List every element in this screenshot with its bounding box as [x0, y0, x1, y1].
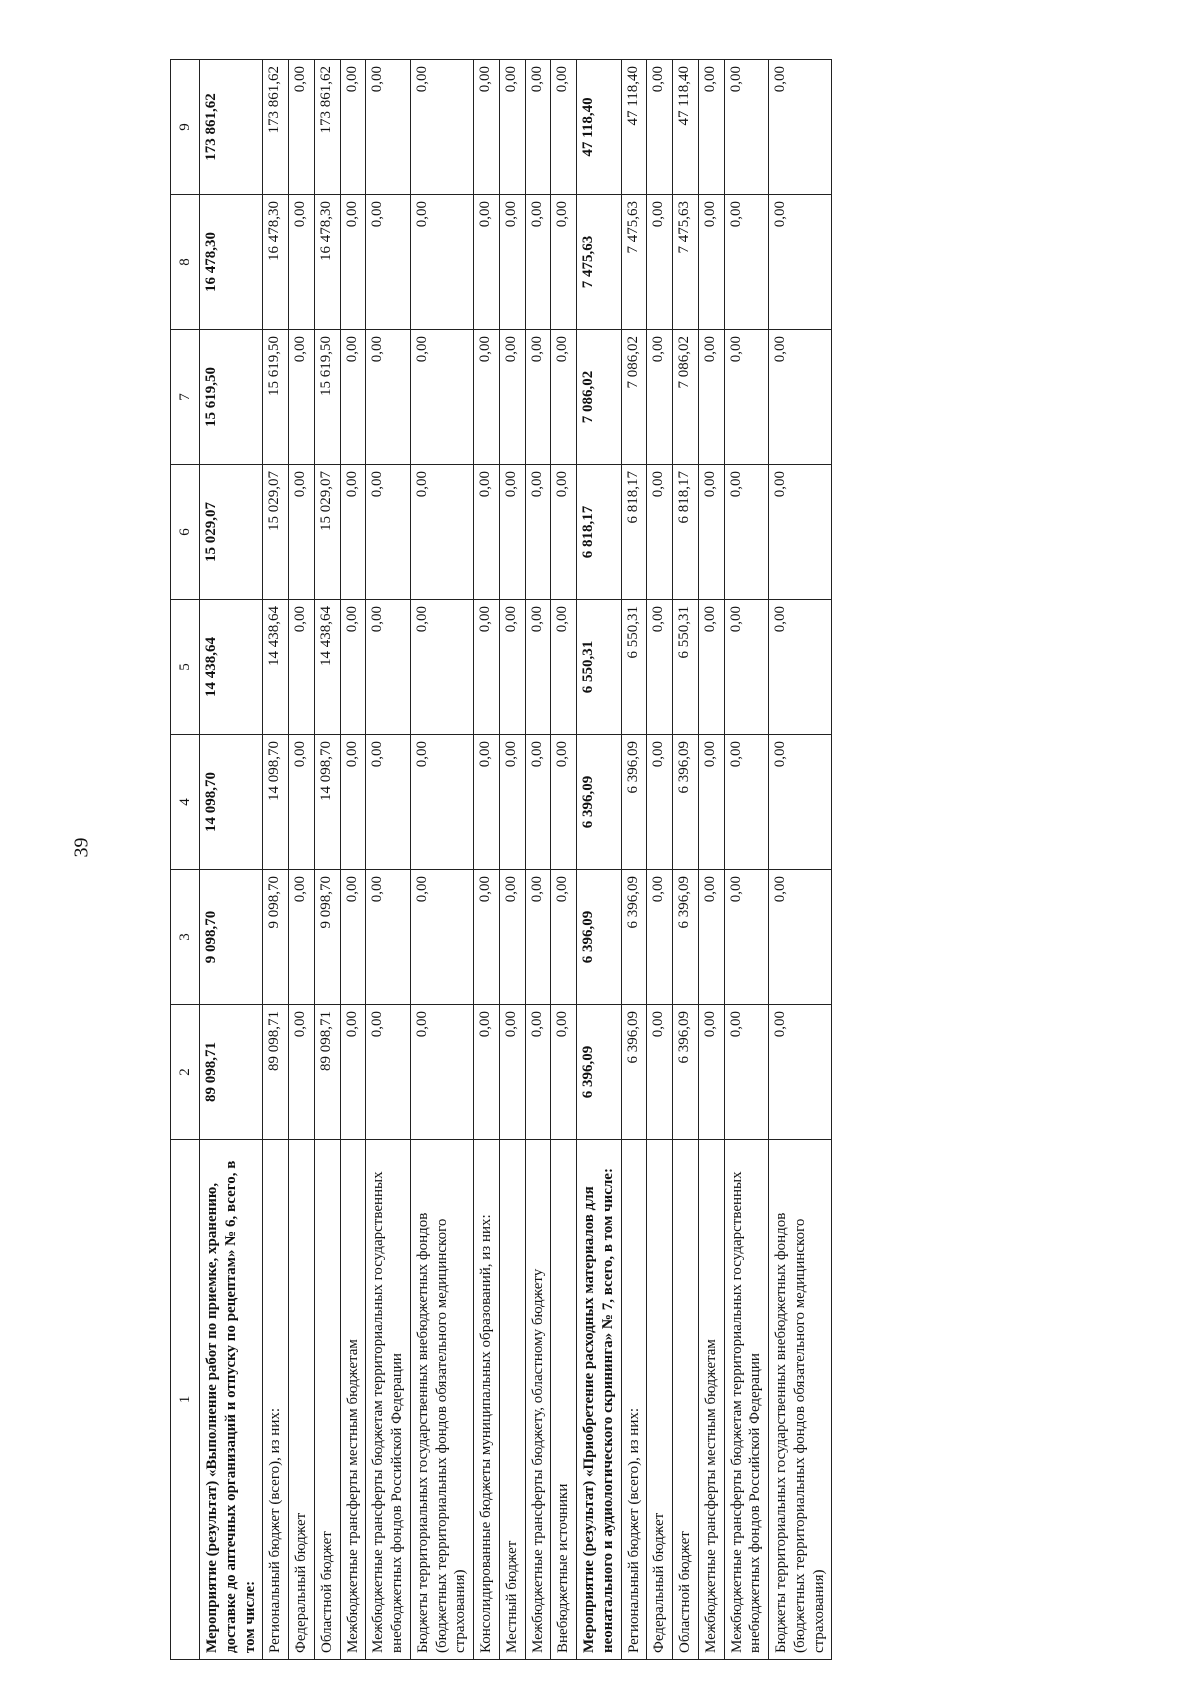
value-cell: 0,00 [698, 195, 724, 330]
row-label: Мероприятие (результат) «Выполнение работ по приемке, хранению, доставке до аптечных организаций и отпуску по рецептам» № 6, всего, в том числе: [200, 1140, 263, 1660]
table-row [499, 60, 525, 1660]
value-cell: 6 550,31 [673, 600, 699, 735]
value-cell: 0,00 [289, 735, 315, 870]
value-cell: 14 098,70 [314, 735, 340, 870]
value-cell: 15 619,50 [314, 330, 340, 465]
value-cell: 14 098,70 [263, 735, 289, 870]
row-label: Межбюджетные трансферты бюджетам территориальных государственных внебюджетных фондов Российской Федерации [724, 1140, 769, 1660]
value-cell: 0,00 [769, 330, 832, 465]
value-cell: 0,00 [724, 735, 769, 870]
value-cell: 0,00 [366, 735, 411, 870]
value-cell: 0,00 [410, 600, 473, 735]
value-cell: 0,00 [366, 330, 411, 465]
value-cell: 0,00 [289, 195, 315, 330]
value-cell: 0,00 [474, 870, 500, 1005]
value-cell: 0,00 [499, 60, 525, 195]
value-cell: 0,00 [698, 870, 724, 1005]
value-cell: 0,00 [551, 1005, 577, 1140]
value-cell: 0,00 [724, 60, 769, 195]
value-cell: 0,00 [289, 60, 315, 195]
value-cell: 6 396,09 [673, 870, 699, 1005]
value-cell: 7 086,02 [577, 330, 622, 465]
value-cell: 47 118,40 [673, 60, 699, 195]
value-cell: 0,00 [551, 600, 577, 735]
value-cell: 6 818,17 [621, 465, 647, 600]
value-cell: 0,00 [724, 870, 769, 1005]
value-cell: 0,00 [769, 1005, 832, 1140]
value-cell: 0,00 [698, 465, 724, 600]
column-header: 9 [171, 60, 200, 195]
value-cell: 0,00 [769, 600, 832, 735]
value-cell: 0,00 [551, 60, 577, 195]
value-cell: 0,00 [410, 870, 473, 1005]
value-cell: 6 396,09 [577, 870, 622, 1005]
value-cell: 6 818,17 [577, 465, 622, 600]
value-cell: 0,00 [366, 195, 411, 330]
value-cell: 0,00 [499, 195, 525, 330]
row-label: Межбюджетные трансферты бюджетам территориальных государственных внебюджетных фондов Российской Федерации [366, 1140, 411, 1660]
value-cell: 0,00 [289, 870, 315, 1005]
table-row [474, 60, 500, 1660]
row-label: Местный бюджет [499, 1140, 525, 1660]
value-cell: 0,00 [340, 735, 366, 870]
value-cell: 0,00 [499, 735, 525, 870]
value-cell: 0,00 [551, 870, 577, 1005]
value-cell: 0,00 [340, 195, 366, 330]
value-cell: 0,00 [340, 1005, 366, 1140]
column-number-row [171, 60, 200, 1660]
table-row [314, 60, 340, 1660]
row-label: Федеральный бюджет [289, 1140, 315, 1660]
value-cell: 0,00 [499, 870, 525, 1005]
value-cell: 14 438,64 [263, 600, 289, 735]
value-cell: 0,00 [698, 60, 724, 195]
value-cell: 0,00 [769, 60, 832, 195]
value-cell: 6 396,09 [621, 735, 647, 870]
value-cell: 0,00 [366, 870, 411, 1005]
value-cell: 0,00 [698, 735, 724, 870]
page-number: 39 [70, 837, 93, 858]
value-cell: 0,00 [474, 600, 500, 735]
value-cell: 15 619,50 [200, 330, 263, 465]
value-cell: 0,00 [724, 465, 769, 600]
value-cell: 14 438,64 [314, 600, 340, 735]
value-cell: 15 029,07 [263, 465, 289, 600]
row-label: Региональный бюджет (всего), из них: [621, 1140, 647, 1660]
value-cell: 0,00 [340, 870, 366, 1005]
value-cell: 0,00 [647, 1005, 673, 1140]
column-header: 8 [171, 195, 200, 330]
value-cell: 0,00 [769, 735, 832, 870]
row-label: Региональный бюджет (всего), из них: [263, 1140, 289, 1660]
value-cell: 0,00 [410, 465, 473, 600]
value-cell: 9 098,70 [314, 870, 340, 1005]
value-cell: 173 861,62 [314, 60, 340, 195]
value-cell: 0,00 [769, 465, 832, 600]
value-cell: 0,00 [525, 735, 551, 870]
value-cell: 0,00 [410, 330, 473, 465]
value-cell: 0,00 [410, 195, 473, 330]
value-cell: 173 861,62 [263, 60, 289, 195]
value-cell: 0,00 [340, 465, 366, 600]
value-cell: 0,00 [340, 330, 366, 465]
row-label: Федеральный бюджет [647, 1140, 673, 1660]
table-row [577, 60, 622, 1660]
value-cell: 0,00 [647, 465, 673, 600]
value-cell: 0,00 [698, 600, 724, 735]
table-body [200, 60, 832, 1660]
value-cell: 0,00 [340, 600, 366, 735]
column-header: 1 [171, 1140, 200, 1660]
value-cell: 47 118,40 [577, 60, 622, 195]
value-cell: 0,00 [647, 870, 673, 1005]
rotated-page-content [170, 60, 1020, 1660]
table-row [724, 60, 769, 1660]
value-cell: 0,00 [366, 600, 411, 735]
value-cell: 0,00 [525, 330, 551, 465]
column-header: 3 [171, 870, 200, 1005]
table-row [647, 60, 673, 1660]
value-cell: 0,00 [525, 60, 551, 195]
value-cell: 0,00 [410, 60, 473, 195]
row-label: Областной бюджет [314, 1140, 340, 1660]
value-cell: 0,00 [647, 600, 673, 735]
column-header: 6 [171, 465, 200, 600]
column-header: 2 [171, 1005, 200, 1140]
value-cell: 0,00 [647, 330, 673, 465]
value-cell: 0,00 [289, 600, 315, 735]
value-cell: 7 086,02 [673, 330, 699, 465]
value-cell: 0,00 [366, 465, 411, 600]
value-cell: 0,00 [289, 1005, 315, 1140]
value-cell: 0,00 [289, 330, 315, 465]
value-cell: 0,00 [525, 870, 551, 1005]
row-label: Бюджеты территориальных государственных внебюджетных фондов (бюджетных территориальных фондов обязательного медицинского страхования) [769, 1140, 832, 1660]
value-cell: 15 029,07 [200, 465, 263, 600]
value-cell: 16 478,30 [314, 195, 340, 330]
value-cell: 0,00 [474, 195, 500, 330]
table-row [289, 60, 315, 1660]
value-cell: 15 029,07 [314, 465, 340, 600]
table-row [673, 60, 699, 1660]
value-cell: 6 396,09 [673, 735, 699, 870]
row-label: Бюджеты территориальных государственных внебюджетных фондов (бюджетных территориальных фондов обязательного медицинского страхования) [410, 1140, 473, 1660]
column-header: 5 [171, 600, 200, 735]
row-label: Областной бюджет [673, 1140, 699, 1660]
column-header: 4 [171, 735, 200, 870]
value-cell: 6 396,09 [673, 1005, 699, 1140]
row-label: Мероприятие (результат) «Приобретение расходных материалов для неонатального и аудиологического скрининга» № 7, всего, в том числе: [577, 1140, 622, 1660]
value-cell: 0,00 [410, 1005, 473, 1140]
table-row [410, 60, 473, 1660]
value-cell: 0,00 [724, 600, 769, 735]
value-cell: 89 098,71 [314, 1005, 340, 1140]
value-cell: 7 475,63 [621, 195, 647, 330]
value-cell: 6 550,31 [577, 600, 622, 735]
value-cell: 0,00 [474, 330, 500, 465]
value-cell: 0,00 [525, 600, 551, 735]
table-row [621, 60, 647, 1660]
value-cell: 6 550,31 [621, 600, 647, 735]
value-cell: 0,00 [698, 1005, 724, 1140]
value-cell: 6 396,09 [577, 1005, 622, 1140]
value-cell: 0,00 [499, 465, 525, 600]
budget-table [170, 59, 832, 1660]
value-cell: 0,00 [647, 735, 673, 870]
value-cell: 16 478,30 [263, 195, 289, 330]
value-cell: 0,00 [340, 60, 366, 195]
value-cell: 89 098,71 [200, 1005, 263, 1140]
value-cell: 6 818,17 [673, 465, 699, 600]
value-cell: 9 098,70 [200, 870, 263, 1005]
value-cell: 0,00 [724, 1005, 769, 1140]
value-cell: 0,00 [366, 60, 411, 195]
value-cell: 0,00 [525, 465, 551, 600]
value-cell: 6 396,09 [577, 735, 622, 870]
table-row [698, 60, 724, 1660]
value-cell: 7 086,02 [621, 330, 647, 465]
value-cell: 7 475,63 [577, 195, 622, 330]
value-cell: 0,00 [525, 1005, 551, 1140]
value-cell: 6 396,09 [621, 870, 647, 1005]
value-cell: 89 098,71 [263, 1005, 289, 1140]
value-cell: 0,00 [769, 195, 832, 330]
value-cell: 7 475,63 [673, 195, 699, 330]
value-cell: 0,00 [647, 195, 673, 330]
value-cell: 0,00 [724, 330, 769, 465]
value-cell: 0,00 [499, 600, 525, 735]
value-cell: 0,00 [474, 1005, 500, 1140]
value-cell: 0,00 [551, 330, 577, 465]
value-cell: 0,00 [474, 465, 500, 600]
table-row [263, 60, 289, 1660]
value-cell: 0,00 [525, 195, 551, 330]
table-row [366, 60, 411, 1660]
value-cell: 0,00 [410, 735, 473, 870]
column-header: 7 [171, 330, 200, 465]
value-cell: 0,00 [474, 735, 500, 870]
row-label: Межбюджетные трансферты местным бюджетам [698, 1140, 724, 1660]
value-cell: 0,00 [551, 735, 577, 870]
value-cell: 0,00 [474, 60, 500, 195]
value-cell: 0,00 [698, 330, 724, 465]
value-cell: 0,00 [366, 1005, 411, 1140]
value-cell: 0,00 [769, 870, 832, 1005]
row-label: Межбюджетные трансферты бюджету, областному бюджету [525, 1140, 551, 1660]
value-cell: 173 861,62 [200, 60, 263, 195]
row-label: Консолидированные бюджеты муниципальных образований, из них: [474, 1140, 500, 1660]
value-cell: 0,00 [499, 1005, 525, 1140]
value-cell: 0,00 [551, 465, 577, 600]
value-cell: 0,00 [499, 330, 525, 465]
value-cell: 0,00 [551, 195, 577, 330]
value-cell: 0,00 [289, 465, 315, 600]
value-cell: 9 098,70 [263, 870, 289, 1005]
value-cell: 6 396,09 [621, 1005, 647, 1140]
value-cell: 15 619,50 [263, 330, 289, 465]
row-label: Внебюджетные источники [551, 1140, 577, 1660]
value-cell: 47 118,40 [621, 60, 647, 195]
table-row [551, 60, 577, 1660]
value-cell: 14 438,64 [200, 600, 263, 735]
value-cell: 16 478,30 [200, 195, 263, 330]
table-row [200, 60, 263, 1660]
value-cell: 0,00 [724, 195, 769, 330]
table-row [525, 60, 551, 1660]
table-row [340, 60, 366, 1660]
row-label: Межбюджетные трансферты местным бюджетам [340, 1140, 366, 1660]
value-cell: 14 098,70 [200, 735, 263, 870]
value-cell: 0,00 [647, 60, 673, 195]
table-row [769, 60, 832, 1660]
